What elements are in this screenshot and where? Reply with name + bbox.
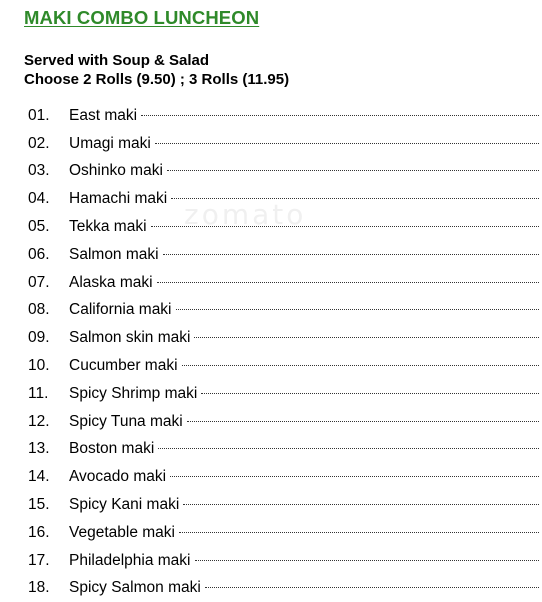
item-name: East maki (69, 106, 138, 124)
item-number: 14. (28, 468, 50, 486)
menu-title: MAKI COMBO LUNCHEON (24, 7, 260, 28)
item-name: Cucumber maki (69, 357, 178, 375)
item-name: Spicy Shrimp maki (69, 384, 198, 402)
item-name: Oshinko maki (69, 162, 163, 180)
list-item (0, 102, 542, 130)
item-number: 11. (28, 384, 49, 402)
item-name: Alaska maki (69, 273, 153, 291)
item-name: Avocado maki (69, 468, 167, 486)
item-name: Salmon maki (69, 245, 159, 263)
item-number: 04. (28, 190, 50, 208)
item-number: 07. (28, 273, 50, 291)
list-item (0, 297, 542, 325)
dot-leader (179, 532, 539, 533)
item-number: 05. (28, 218, 50, 236)
list-item (0, 324, 542, 352)
item-number: 01. (28, 106, 50, 124)
dot-leader (182, 365, 539, 366)
dot-leader (205, 587, 539, 588)
list-item (0, 130, 542, 158)
menu-subtitle-served: Served with Soup & Salad (24, 52, 210, 69)
item-number: 12. (28, 412, 50, 430)
list-item (0, 213, 542, 241)
list-item (0, 241, 542, 269)
item-name: Salmon skin maki (69, 329, 191, 347)
dot-leader (141, 115, 539, 116)
list-item (0, 463, 542, 491)
item-name: Tekka maki (69, 218, 147, 236)
menu-subtitle-pricing: Choose 2 Rolls (9.50) ; 3 Rolls (11.95) (24, 71, 290, 88)
item-number: 10. (28, 357, 50, 375)
item-name: California maki (69, 301, 172, 319)
list-item (0, 575, 542, 602)
list-item (0, 158, 542, 186)
list-item (0, 408, 542, 436)
list-item (0, 436, 542, 464)
dot-leader (194, 337, 539, 338)
dot-leader (187, 421, 539, 422)
item-number: 09. (28, 329, 50, 347)
dot-leader (158, 448, 539, 449)
item-number: 13. (28, 440, 50, 458)
dot-leader (176, 309, 539, 310)
item-number: 06. (28, 245, 50, 263)
item-name: Hamachi maki (69, 190, 168, 208)
dot-leader (201, 393, 539, 394)
dot-leader (163, 254, 539, 255)
item-number: 16. (28, 523, 50, 541)
dot-leader (183, 504, 539, 505)
item-number: 03. (28, 162, 50, 180)
watermark: zomato (184, 198, 307, 231)
item-number: 15. (28, 496, 50, 514)
item-name: Vegetable maki (69, 523, 175, 541)
list-item (0, 519, 542, 547)
list-item (0, 269, 542, 297)
dot-leader (171, 198, 539, 199)
item-name: Spicy Tuna maki (69, 412, 183, 430)
list-item (0, 380, 542, 408)
list-item (0, 185, 542, 213)
dot-leader (195, 560, 540, 561)
dot-leader (151, 226, 539, 227)
list-item (0, 547, 542, 575)
item-number: 18. (28, 579, 50, 597)
list-item (0, 352, 542, 380)
item-name: Spicy Kani maki (69, 496, 180, 514)
item-name: Spicy Salmon maki (69, 579, 201, 597)
dot-leader (170, 476, 539, 477)
item-number: 17. (28, 551, 50, 569)
item-name: Umagi maki (69, 134, 151, 152)
dot-leader (155, 143, 539, 144)
item-number: 08. (28, 301, 50, 319)
item-number: 02. (28, 134, 50, 152)
item-name: Philadelphia maki (69, 551, 191, 569)
dot-leader (167, 170, 539, 171)
maki-list (0, 102, 542, 602)
item-name: Boston maki (69, 440, 155, 458)
list-item (0, 491, 542, 519)
dot-leader (157, 282, 539, 283)
